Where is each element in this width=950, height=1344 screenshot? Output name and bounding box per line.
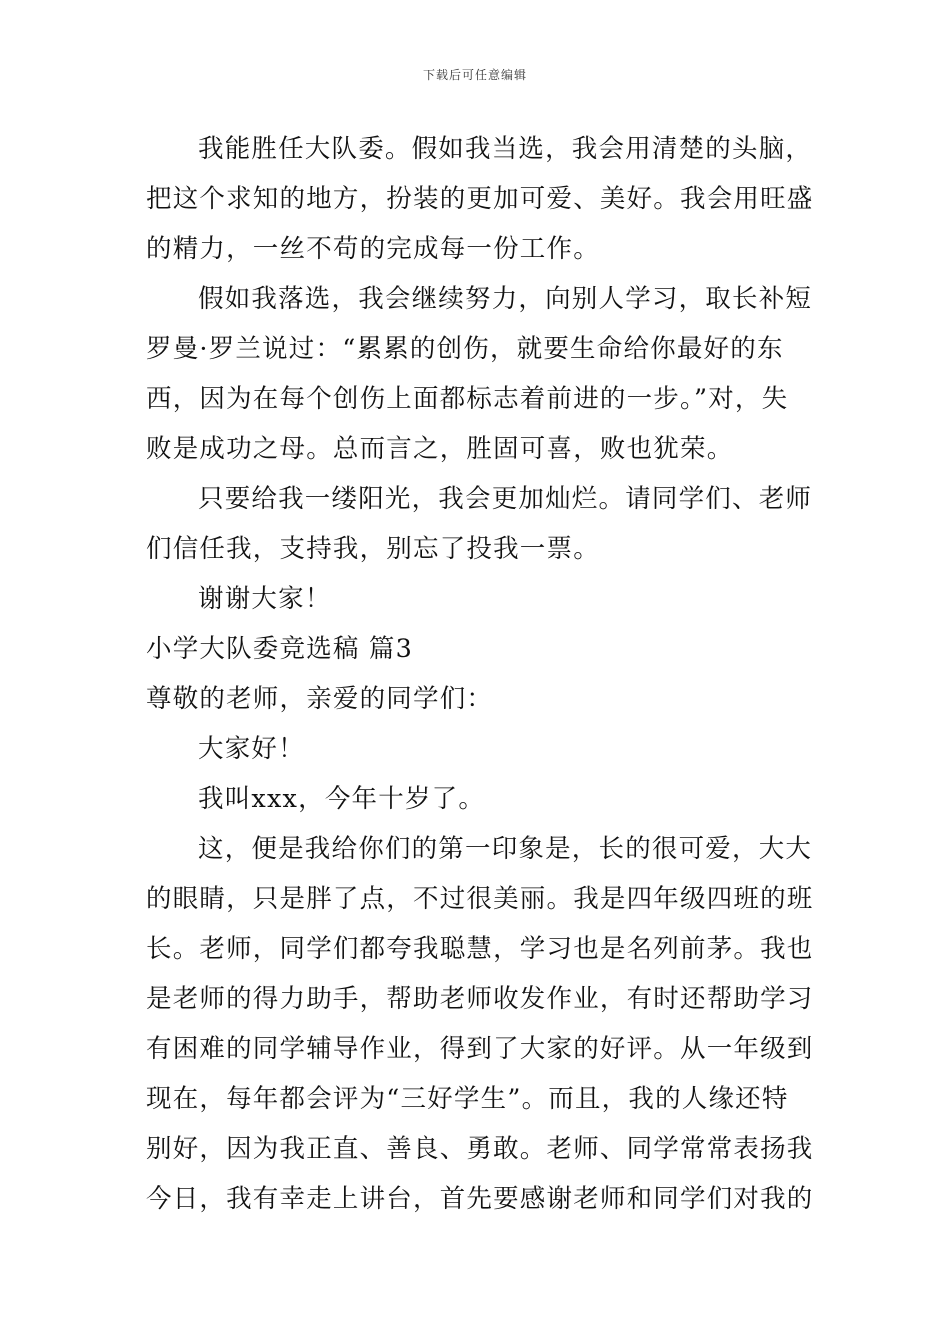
- text-line: 罗曼·罗兰说过：“累累的创伤，就要生命给你最好的东: [146, 334, 784, 364]
- text-line: 有困难的同学辅导作业，得到了大家的好评。从一年级到: [146, 1034, 814, 1064]
- text-line: 的精力，一丝不苟的完成每一份工作。: [146, 234, 600, 264]
- text-line: 败是成功之母。总而言之，胜固可喜，败也犹荣。: [146, 434, 734, 464]
- text-line: 这，便是我给你们的第一印象是，长的很可爱，大大: [198, 834, 813, 864]
- text-line: 只要给我一缕阳光，我会更加灿烂。请同学们、老师: [198, 484, 813, 514]
- text-line: 谢谢大家！: [198, 584, 332, 614]
- salutation-line: 尊敬的老师，亲爱的同学们：: [146, 684, 494, 714]
- text-line: 长。老师，同学们都夸我聪慧，学习也是名列前茅。我也: [146, 934, 814, 964]
- text-line: 把这个求知的地方，扮装的更加可爱、美好。我会用旺盛: [146, 184, 814, 214]
- text-line: 们信任我，支持我，别忘了投我一票。: [146, 534, 600, 564]
- text-line: 今日，我有幸走上讲台，首先要感谢老师和同学们对我的: [146, 1184, 814, 1214]
- text-line: 假如我落选，我会继续努力，向别人学习，取长补短: [198, 284, 813, 314]
- document-body: [146, 124, 814, 1224]
- text-line: 我叫xxx，今年十岁了。: [198, 784, 486, 814]
- text-line: 大家好！: [198, 734, 305, 764]
- text-line: 别好，因为我正直、善良、勇敢。老师、同学常常表扬我: [146, 1134, 814, 1164]
- text-line: 是老师的得力助手，帮助老师收发作业，有时还帮助学习: [146, 984, 814, 1014]
- text-line: 现在，每年都会评为“三好学生”。而且，我的人缘还特: [146, 1084, 789, 1114]
- text-line: 西，因为在每个创伤上面都标志着前进的一步。”对，失: [146, 384, 789, 414]
- section-heading: 小学大队委竞选稿 篇3: [146, 634, 414, 664]
- page-header: 下载后可任意编辑: [422, 68, 527, 82]
- text-line: 的眼睛，只是胖了点，不过很美丽。我是四年级四班的班: [146, 884, 814, 914]
- text-line: 我能胜任大队委。假如我当选，我会用清楚的头脑，: [198, 134, 813, 164]
